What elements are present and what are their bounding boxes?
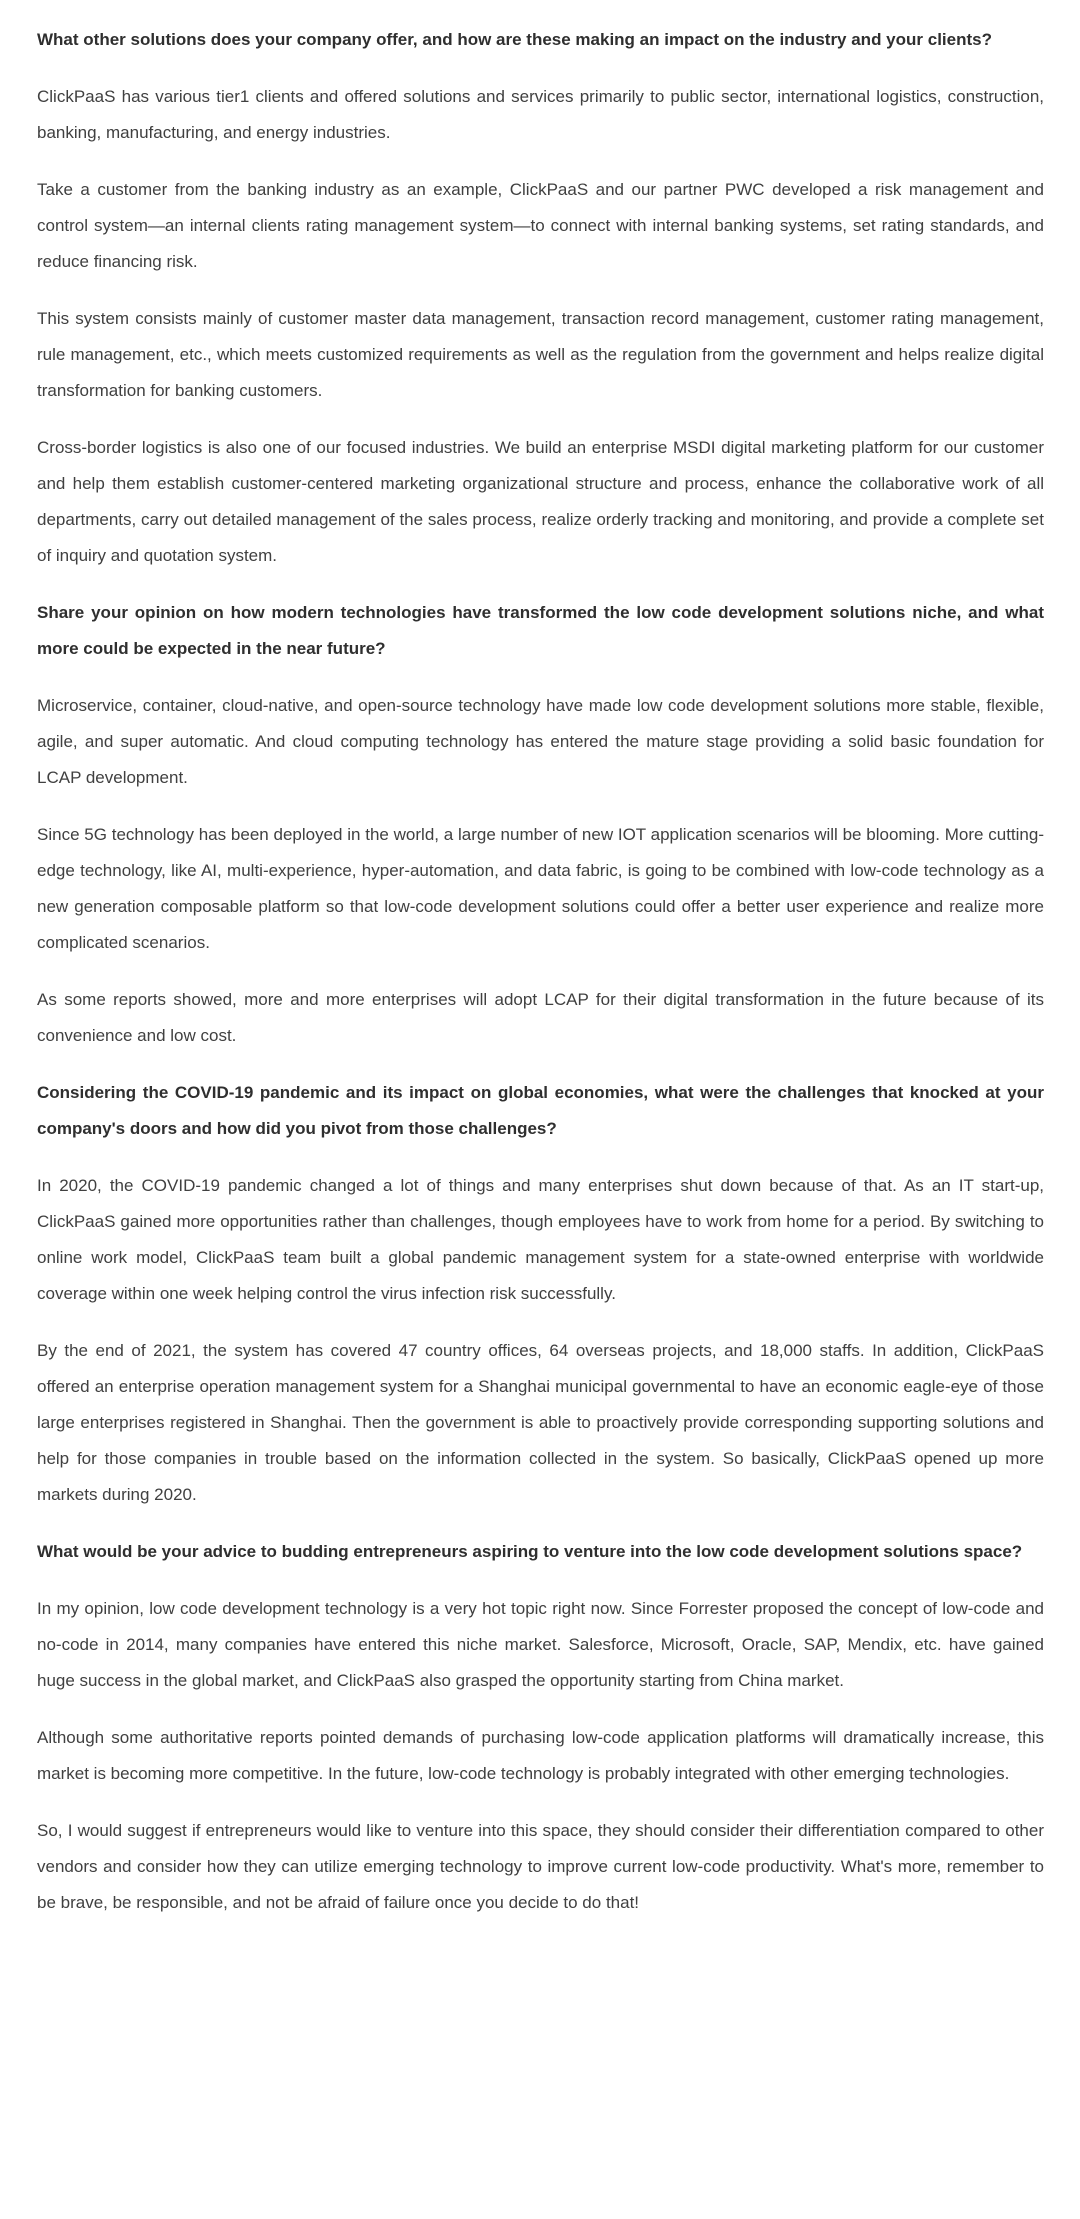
answer-paragraph: This system consists mainly of customer master data management, transaction record management, customer rating management, rule management, etc., which meets customized requirements as well as the regulation from the government and helps realize digital transformation for banking customers. [37, 309, 1044, 400]
answer-paragraph: As some reports showed, more and more enterprises will adopt LCAP for their digital transformation in the future because of its convenience and low cost. [37, 990, 1044, 1045]
answer-paragraph: Take a customer from the banking industry as an example, ClickPaaS and our partner PWC developed a risk management and control system—an internal clients rating management system—to connect with internal banking systems, set rating standards, and reduce financing risk. [37, 180, 1044, 271]
question-heading-advice-entrepreneurs: What would be your advice to budding entrepreneurs aspiring to venture into the low code development solutions space? [37, 1542, 1023, 1561]
answer-paragraph: Although some authoritative reports pointed demands of purchasing low-code application platforms will dramatically increase, this market is becoming more competitive. In the future, low-code technology is probably integrated with other emerging technologies. [37, 1728, 1044, 1783]
answer-paragraph: In 2020, the COVID-19 pandemic changed a lot of things and many enterprises shut down because of that. As an IT start-up, ClickPaaS gained more opportunities rather than challenges, though employees have to work from home for a period. By switching to online work model, ClickPaaS team built a global pandemic management system for a state-owned enterprise with worldwide coverage within one week helping control the virus infection risk successfully. [37, 1176, 1044, 1303]
question-heading-solutions-impact: What other solutions does your company offer, and how are these making an impact on the industry and your clients? [37, 30, 992, 49]
answer-paragraph: In my opinion, low code development technology is a very hot topic right now. Since Forrester proposed the concept of low-code and no-code in 2014, many companies have entered this niche market. Salesforce, Microsoft, Oracle, SAP, Mendix, etc. have gained huge success in the global market, and ClickPaaS also grasped the opportunity starting from China market. [37, 1599, 1044, 1690]
question-heading-covid-challenges: Considering the COVID-19 pandemic and its impact on global economies, what were the challenges that knocked at your company's doors and how did you pivot from those challenges? [37, 1083, 1044, 1138]
answer-paragraph: Since 5G technology has been deployed in the world, a large number of new IOT application scenarios will be blooming. More cutting-edge technology, like AI, multi-experience, hyper-automation, and data fabric, is going to be combined with low-code technology as a new generation composable platform so that low-code development solutions could offer a better user experience and realize more complicated scenarios. [37, 825, 1044, 952]
answer-paragraph: Cross-border logistics is also one of our focused industries. We build an enterprise MSDI digital marketing platform for our customer and help them establish customer-centered marketing organizational structure and process, enhance the collaborative work of all departments, carry out detailed management of the sales process, realize orderly tracking and monitoring, and provide a complete set of inquiry and quotation system. [37, 438, 1044, 565]
answer-paragraph: Microservice, container, cloud-native, and open-source technology have made low code development solutions more stable, flexible, agile, and super automatic. And cloud computing technology has entered the mature stage providing a solid basic foundation for LCAP development. [37, 696, 1044, 787]
answer-paragraph: So, I would suggest if entrepreneurs would like to venture into this space, they should consider their differentiation compared to other vendors and consider how they can utilize emerging technology to improve current low-code productivity. What's more, remember to be brave, be responsible, and not be afraid of failure once you decide to do that! [37, 1821, 1044, 1912]
question-heading-modern-technologies: Share your opinion on how modern technologies have transformed the low code development solutions niche, and what more could be expected in the near future? [37, 603, 1044, 658]
answer-paragraph: ClickPaaS has various tier1 clients and offered solutions and services primarily to public sector, international logistics, construction, banking, manufacturing, and energy industries. [37, 87, 1044, 142]
answer-paragraph: By the end of 2021, the system has covered 47 country offices, 64 overseas projects, and 18,000 staffs. In addition, ClickPaaS offered an enterprise operation management system for a Shanghai municipal governmental to have an economic eagle-eye of those large enterprises registered in Shanghai. Then the government is able to proactively provide corresponding supporting solutions and help for those companies in trouble based on the information collected in the system. So basically, ClickPaaS opened up more markets during 2020. [37, 1341, 1044, 1504]
